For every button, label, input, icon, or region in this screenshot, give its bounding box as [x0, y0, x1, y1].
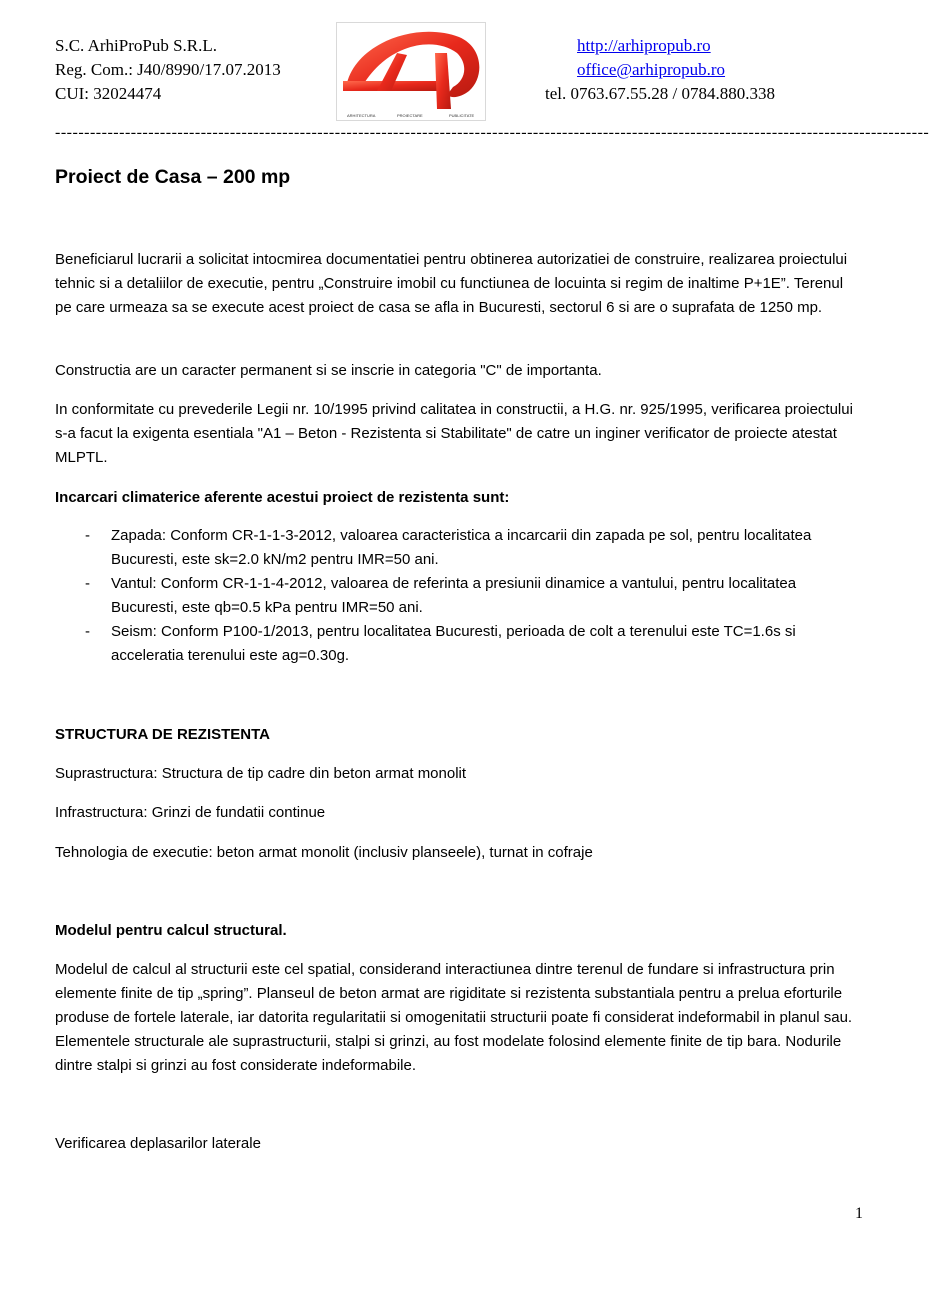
structure-heading: STRUCTURA DE REZISTENTA: [55, 726, 270, 743]
logo-caption-2: PROIECTARE: [397, 113, 423, 118]
list-item-snow: - Zapada: Conform CR-1-1-3-2012, valoarea caracteristica a incarcarii din zapada pe sol, pentru localitatea Bucuresti, este sk=2.0 kN/m2 pentru IMR=50 ani.: [55, 524, 860, 572]
list-item-wind: - Vantul: Conform CR-1-1-4-2012, valoarea de referinta a presiunii dinamice a vantului, pentru localitatea Bucuresti, este qb=0.5 kPa pentru IMR=50 ani.: [55, 572, 860, 620]
logo-graphic: [337, 23, 485, 120]
contact-info: [545, 34, 775, 106]
lateral-heading: Verificarea deplasarilor laterale: [55, 1135, 261, 1152]
infrastructure-line: Infrastructura: Grinzi de fundatii continue: [55, 804, 326, 821]
registration-number: Reg. Com.: J40/8990/17.07.2013: [55, 60, 281, 79]
intro-paragraph: Beneficiarul lucrarii a solicitat intocmirea documentatiei pentru obtinerea autorizatiei de construire, realizarea proiectului tehnic si a detaliilor de executie, pentru „Construire imobil cu functiunea de locuinta si regim de inaltime P+1E”. Terenul pe care urmeaza sa se execute acest proiect de casa se afla in Bucuresti, sectorul 6 si are o suprafata de 1250 mp.: [55, 251, 848, 316]
phone-numbers: tel. 0763.67.55.28 / 0784.880.338: [545, 84, 775, 103]
cui-number: CUI: 32024474: [55, 84, 162, 103]
company-name: S.C. ArhiProPub S.R.L.: [55, 36, 218, 55]
list-item-seism: - Seism: Conform P100-1/2013, pentru localitatea Bucuresti, perioada de colt a terenului este TC=1.6s si acceleratia terenului este ag=0.30g.: [55, 620, 860, 668]
climatic-heading: Incarcari climaterice aferente acestui proiect de rezistenta sunt:: [55, 489, 510, 506]
technology-line: Tehnologia de executie: beton armat monolit (inclusiv planseele), turnat in cofraje: [55, 844, 593, 861]
company-info: [55, 34, 281, 106]
superstructure-line: Suprastructura: Structura de tip cadre din beton armat monolit: [55, 765, 467, 782]
logo-caption-3: PUBLICITATE: [449, 113, 475, 118]
company-logo: [336, 22, 486, 121]
importance-paragraph: Constructia are un caracter permanent si se inscrie in categoria "C" de importanta.: [55, 362, 602, 379]
model-heading: Modelul pentru calcul structural.: [55, 922, 287, 939]
climatic-list-wrapper: [55, 524, 860, 668]
email-link[interactable]: office@arhipropub.ro: [577, 60, 726, 79]
website-link[interactable]: http://arhipropub.ro: [577, 36, 711, 55]
logo-caption-1: ARHITECTURA: [347, 113, 376, 118]
verification-paragraph: In conformitate cu prevederile Legii nr. 10/1995 privind calitatea in constructii, a H.G. nr. 925/1995, verificarea proiectului s-a facut la exigenta esentiala "A1 – Beton - Rezistenta si Stabilitate" de catre un inginer verificator de proiecte atestat MLPTL.: [55, 401, 853, 466]
climatic-list: [55, 524, 860, 668]
model-paragraph: Modelul de calcul al structurii este cel spatial, considerand interactiunea dintre terenul de fundare si infrastructura prin elemente finite de tip „spring”. Planseul de beton armat are rigiditate si rezistenta substantiala pentru a prelua eforturile produse de fortele laterale, iar datorita regularitatii si omogenitatii structurii poate fi considerat indeformabil in planul sau. Elementele structurale ale suprastructurii, stalpi si grinzi, au fost modelate folosind elemente finite de tip bara. Nodurile dintre stalpi si grinzi au fost considerate indeformabile.: [55, 961, 853, 1074]
page-number: 1: [855, 1205, 863, 1222]
document-title: Proiect de Casa – 200 mp: [55, 166, 291, 188]
header-separator: ------------------------------------------------------------------------------------------------------------------------------------------------------: [55, 124, 929, 141]
